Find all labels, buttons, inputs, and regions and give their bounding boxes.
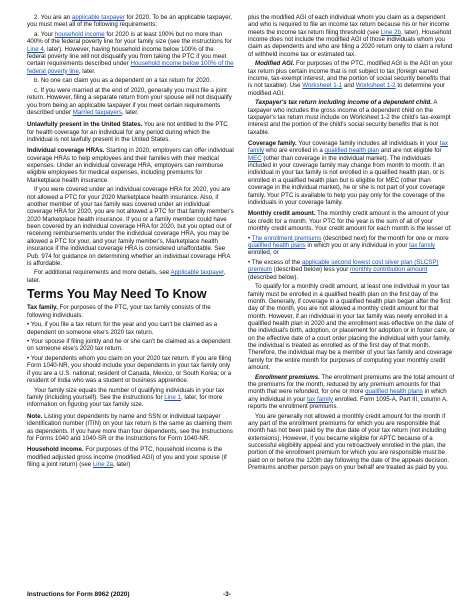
link-married-taxpayers[interactable]: Married taxpayers	[72, 109, 122, 117]
tax-family-para: Tax family. For purposes of the PTC, your tax family consists of the following individuals.	[27, 304, 211, 319]
link-slcsp-premium[interactable]: applicable second lowest cost silver plan (SLCSP) premium	[248, 258, 439, 274]
link-enrollment-premiums[interactable]: The enrollment premiums	[251, 234, 322, 242]
link-household-income-below-100[interactable]: Household income below 100% of the federal poverty line	[27, 60, 234, 75]
applicable-taxpayer-para: 2. You are an applicable taxpayer for 2020. To be an applicable taxpayer, you must meet all of the following requirements:	[27, 14, 232, 29]
coverage-family-para: Coverage family. Your coverage family includes all individuals in your tax family who are enrolled in a qualified health plan and are not eligible for MEC (other than coverage in the individual market). The individuals included in your coverage family may change from month to month. If an individual in your tax family is not enrolled in a qualified health plan, or is enrolled in a qualified health plan but is eligible for MEC (other than coverage in the individual market), he or she is not part of your coverage family. Your PTC is available to help you pay only for the coverage of the individuals in your coverage family.	[248, 140, 448, 206]
bullet-spouse: • Your spouse if filing jointly and he or she can't be claimed as a dependent on someone else's 2020 tax return.	[27, 338, 231, 353]
family-size-para: Your family size equals the number of qualifying individuals in your tax family (including yourself). See the instructions for Line 1, later, for more information on figuring your tax family size.	[27, 386, 225, 409]
page-footer	[27, 591, 447, 598]
link-monthly-contribution[interactable]: monthly contribution amount	[350, 266, 428, 274]
note-para: Note. Listing your dependents by name and SSN or individual taxpayer identification number (ITIN) on your tax return is the same as claiming them as dependents. If you have more than four dependents, see the Instructions for Forms 1040 and 1040-SR or the Instructions for Form 1040-NR.	[27, 412, 233, 442]
unpaid-premiums-para: You are generally not allowed a monthly credit amount for the month if any part of the enrollment premiums for which you are responsible that month has not been paid by the due date of your tax return (not including extensions). However, if you became eligible for APTC because of a successful eligibility appeal and you retroactively enrolled in the plan, the portion of the enrollment premium for which you are responsible must be paid on or before the 120th day following the date of the appeals decision. Premiums another person pays on your behalf are treated as paid by you.	[248, 412, 450, 472]
dependent-child-para: Taxpayer's tax return including income of a dependent child. A taxpayer who includes the gross income of a dependent child on the taxpayer's tax return must include on Worksheet 1-2 the child's tax-exempt interest and the portion of the child's social security benefits that is not taxable.	[248, 99, 451, 136]
bullet-enrollment-premiums: • The enrollment premiums (described next) for the month for one or more qualified health plans in which you or any individual in your tax family enrolled, or	[248, 234, 449, 257]
hra-details-para: If you were covered under an individual coverage HRA for 2020, you are not allowed a PTC for your 2020 Marketplace health insurance. Also, if another member of your tax family was covered under an individual coverage HRA for 2020, you are not allowed a PTC for that family member's 2020 Marketplace health insurance. If you or a family member could have been covered by an individual coverage HRA for 2020, but you opted out of receiving reimbursements under the individual coverage HRA, you may be allowed a PTC for your, and your family member's, Marketplace health insurance if the individual coverage HRA is considered unaffordable. See Pub. 974 for guidance on determining whether an individual coverage HRA is affordable.	[27, 186, 234, 267]
link-qualified-health-plans[interactable]: qualified health plans	[248, 241, 306, 249]
link-line-2b[interactable]: Line 2b	[380, 28, 401, 36]
footer-title: Instructions for Form 8962 (2020)	[27, 591, 130, 598]
household-income-para: Household income. For purposes of the PTC, household income is the modified adjusted gross income (modified AGI) of you and your spouse (if filing a joint return) (see Line 2a, later)	[27, 446, 227, 468]
link-household-income[interactable]: household income	[54, 30, 105, 38]
page-number: -3-	[223, 591, 231, 598]
bullet-dependents: • Your dependents whom you claim on your 2020 tax return. If you are filing Form 1040-NR, you should include your dependents in your tax family only if you are a U.S. national; resident of Canada, Mexico, or South Korea; or a resident of India who was a student or business apprentice.	[27, 355, 232, 385]
link-worksheet-1-1[interactable]: Worksheet 1-1	[302, 82, 343, 90]
qualify-monthly-credit-para: To qualify for a monthly credit amount, at least one individual in your tax family must be enrolled in a qualified health plan on the first day of the month. Generally, if coverage in a qualified health plan began after the first day of the month, you are not allowed a monthly credit amount for that month. However, if an individual in your tax family was newly enrolled in a qualified health plan in 2020 and the enrollment was effective on the date of the individual's birth, adoption, or placement for adoption or in foster care, or on the effective date of a court order placing the individual with your family, the individual is treated as enrolled as of the first day of that month. Therefore, the individual may be a member of your tax family and coverage family for the entire month for purposes of computing your monthly credit amount.	[248, 283, 456, 371]
link-tax-family-3[interactable]: tax family	[307, 395, 333, 403]
right-column	[248, 14, 455, 474]
link-applicable-taxpayer[interactable]: applicable taxpayer	[71, 14, 125, 21]
bullet-slcsp: • The excess of the applicable second lowest cost silver plan (SLCSP) premium (described below) less your monthly contribution amount (described below).	[248, 258, 439, 281]
link-tax-family-2[interactable]: tax family	[409, 241, 436, 249]
link-tax-family[interactable]: tax family	[248, 140, 448, 155]
link-applicable-taxpayer-2[interactable]: Applicable taxpayer	[170, 269, 224, 277]
link-line-2a[interactable]: Line 2a	[92, 460, 114, 468]
link-line-1[interactable]: Line 1	[164, 394, 181, 402]
left-column	[27, 14, 234, 471]
additional-requirements-para: For additional requirements and more details, see Applicable taxpayer, later.	[27, 269, 226, 284]
individual-coverage-hra-para: Individual coverage HRAs. Starting in 2020, employers can offer individual coverage HRAs to help employees and their families with their medical expenses. Under an individual coverage HRA, employers can reimburse eligible employees for medical expenses, including premiums for Marketplace health insurance.	[27, 147, 234, 184]
requirement-b: b. No one can claim you as a dependent on a tax return for 2020.	[34, 77, 212, 85]
link-worksheet-1-2[interactable]: Worksheet 1-2	[355, 82, 396, 90]
enrollment-premiums-para: Enrollment premiums. The enrollment premiums are the total amount of the premiums for the month, reduced by any premium amounts for that month that were refunded, for one or more qualified health plans in which any individual in your tax family enrolled. Form 1095-A, Part III, column A, reports the enrollment premiums.	[248, 373, 455, 410]
section-heading: Terms You May Need To Know	[27, 287, 207, 302]
bullet-you: • You, if you file a tax return for the year and you can't be claimed as a dependent on someone else's 2020 tax return.	[27, 321, 218, 336]
monthly-credit-para: Monthly credit amount. The monthly credit amount is the amount of your tax credit for a month. Your PTC for the year is the sum of all of your monthly credit amounts. Your credit amount for each month is the lesser of:	[248, 210, 452, 232]
unlawfully-present-para: Unlawfully present in the United States. You are not entitled to the PTC for health coverage for an individual for any period during which the individual is not lawfully present in the United States.	[27, 121, 228, 144]
link-mec[interactable]: MEC	[248, 154, 262, 162]
modified-agi-para: Modified AGI. For purposes of the PTC, modified AGI is the AGI on your tax return plus certain income that is not subject to tax (foreign earned income, tax-exempt interest, and the portion of social security benefits that is not taxable). Use Worksheet 1-1 and Worksheet 1-2 to determine your modified AGI.	[248, 60, 453, 97]
link-line-4[interactable]: Line 4	[27, 45, 44, 53]
requirement-c: c. If you were married at the end of 2020, generally you must file a joint return. However, filing a separate return from your spouse will not disqualify you from being an applicable taxpayer if you meet certain requirements described under Married taxpayers, later.	[27, 86, 232, 117]
link-qualified-health-plans-2[interactable]: qualified health plans	[365, 388, 423, 396]
requirement-a: a. Your household income for 2020 is at least 100% but no more than 400% of the federal poverty line for your family size (see the instructions for Line 4, later). However, having household income below 100% of the federal poverty line will not disqualify you from taking the PTC if you meet certain requirements described under Household income below 100% of the federal poverty line, later.	[27, 30, 234, 75]
household-income-continued: plus the modified AGI of each individual whom you claim as a dependent and who is required to file an income tax return because his or her income meets the income tax return filing threshold (see Line 2b, later). Household income does not include the modified AGI of those individuals whom you claim as dependents and who are filing a 2020 return only to claim a refund of withheld income tax or estimated tax.	[248, 14, 453, 58]
link-qualified-health-plan[interactable]: qualified health plan	[324, 147, 380, 155]
